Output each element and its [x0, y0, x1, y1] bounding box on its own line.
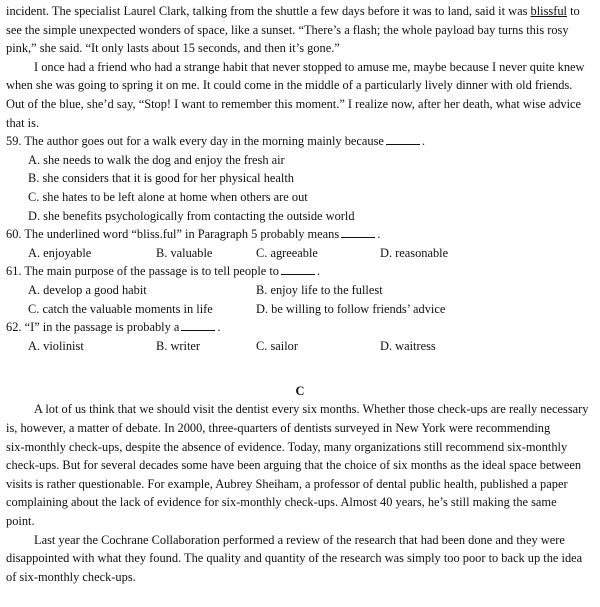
option-b[interactable]: B. valuable	[156, 245, 213, 260]
question-stem: 60. The underlined word “bliss.ful” in Paragraph 5 probably means .	[6, 227, 381, 242]
option-d[interactable]: D. she benefits psychologically from contacting the outside world	[28, 208, 355, 223]
text-line: is, however, a matter of debate. In 2000, three-quarters of dentists surveyed in New York were recommending	[6, 421, 551, 436]
option-d[interactable]: D. waitress	[380, 338, 436, 353]
answer-blank[interactable]	[281, 262, 315, 275]
option-c[interactable]: C. catch the valuable moments in life	[28, 301, 213, 316]
question-59	[6, 132, 594, 225]
text-line: six-monthly check-ups, despite the absence of evidence. Today, many organizations still recommend six-monthly	[6, 439, 568, 454]
answer-blank[interactable]	[386, 132, 420, 145]
passage-c-paragraph-2	[6, 531, 594, 587]
text-line: Out of the blue, she’d say, “Stop! I want to remember this moment.” I realize now, after her death, what wise advice	[6, 96, 582, 111]
question-62	[6, 318, 594, 355]
option-c[interactable]: C. she hates to be left alone at home when others are out	[28, 189, 308, 204]
text-line: of six-monthly check-ups.	[6, 569, 136, 584]
text-line: pink,” she said. “It only lasts about 15 seconds, and then it’s gone.”	[6, 41, 340, 56]
text-line: Last year the Cochrane Collaboration performed a review of the research that had been done and they were	[34, 532, 565, 547]
question-stem: 62. “I” in the passage is probably a .	[6, 320, 221, 335]
text-line: I once had a friend who had a strange habit that never stopped to amuse me, maybe because I never quite knew	[34, 59, 585, 74]
option-a[interactable]: A. enjoyable	[28, 245, 92, 260]
underlined-word-blissful: blissful	[530, 4, 568, 18]
question-stem: 61. The main purpose of the passage is to tell people to .	[6, 264, 321, 279]
option-b[interactable]: B. writer	[156, 338, 201, 353]
text-line: when she was going to spring it on me. It could come in the middle of a particularly lively dinner with old friends.	[6, 78, 573, 93]
answer-blank[interactable]	[181, 318, 215, 331]
text-line: point.	[6, 514, 35, 529]
text-line: check-ups. But for several decades some have been arguing that the choice of six months as the ideal space between	[6, 458, 582, 473]
text-line: A lot of us think that we should visit the dentist every six months. Whether those check-ups are really necessary	[34, 402, 589, 417]
text-line: that is.	[6, 115, 40, 130]
passage-c-paragraph-1	[6, 400, 594, 530]
text-line: incident. The specialist Laurel Clark, talking from the shuttle a few days before it was to land, said it was blissful to	[6, 4, 580, 18]
option-d[interactable]: D. be willing to follow friends’ advice	[256, 301, 446, 316]
section-heading: C	[295, 383, 305, 398]
text-line: see the simple unexpected wonders of space, like a sunset. “There’s a flash; the whole payload bay turns this rosy	[6, 22, 569, 37]
question-61	[6, 262, 594, 318]
question-stem: 59. The author goes out for a walk every day in the morning mainly because .	[6, 134, 426, 149]
document-page	[6, 2, 594, 586]
question-60	[6, 225, 594, 262]
option-c[interactable]: C. sailor	[256, 338, 298, 353]
paragraph-5	[6, 58, 594, 132]
answer-blank[interactable]	[341, 225, 375, 238]
paragraph-4	[6, 2, 594, 58]
text-line: complaining about the lack of evidence for six-monthly check-ups. Almost 40 years, he’s still making the same	[6, 495, 557, 510]
option-c[interactable]: C. agreeable	[256, 245, 318, 260]
option-a[interactable]: A. develop a good habit	[28, 282, 147, 297]
option-a[interactable]: A. she needs to walk the dog and enjoy the fresh air	[28, 152, 285, 167]
text-line: visits is rather questionable. For example, Aubrey Sheiham, a professor of dental public health, published a paper	[6, 476, 568, 491]
option-b[interactable]: B. enjoy life to the fullest	[256, 282, 383, 297]
option-b[interactable]: B. she considers that it is good for her physical health	[28, 171, 294, 186]
option-a[interactable]: A. violinist	[28, 338, 84, 353]
text-line: disappointed with what they found. The quality and quantity of the research was simply too poor to back up the idea	[6, 551, 583, 566]
option-d[interactable]: D. reasonable	[380, 245, 449, 260]
